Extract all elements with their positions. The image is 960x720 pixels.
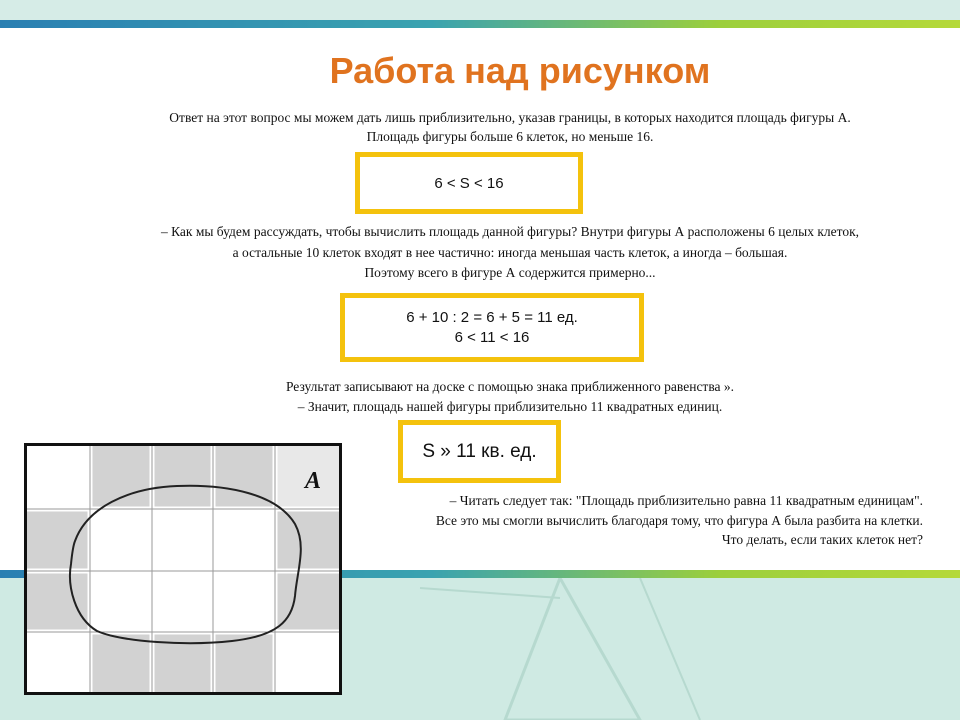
calculation-box (340, 293, 644, 362)
approximation-box (398, 420, 561, 483)
para4-line1: – Читать следует так: "Площадь приблизительно равна 11 квадратным единицам". (449, 493, 923, 508)
para2-line2: а остальные 10 клеток входят в нее частично: иногда меньшая часть клеток, а иногда – большая. (232, 245, 788, 260)
para1-line1: Ответ на этот вопрос мы можем дать лишь приблизительно, указав границы, в которых находится площадь фигуры А. (169, 110, 851, 125)
para4-line3: Что делать, если таких клеток нет? (721, 532, 923, 547)
para2-line1: – Как мы будем рассуждать, чтобы вычислить площадь данной фигуры? Внутри фигуры А расположены 6 целых клеток, (160, 224, 860, 239)
grid-figure (24, 443, 342, 695)
figure-label: A (305, 468, 322, 494)
para1-line2: Площадь фигуры больше 6 клеток, но меньше 16. (366, 129, 654, 144)
top-stripe (0, 20, 960, 28)
grid-svg (27, 446, 339, 692)
slide-title: Работа над рисунком (329, 50, 711, 91)
calculation-line1: 6 + 10 : 2 = 6 + 5 = 11 ед. (406, 308, 578, 326)
approximation-text: S » 11 кв. ед. (422, 440, 537, 462)
para4-line2: Все это мы смогли вычислить благодаря тому, что фигура А была разбита на клетки. (435, 513, 923, 528)
inequality-text: 6 < S < 16 (434, 174, 504, 192)
inequality-box (355, 152, 583, 214)
para3-line2: – Значит, площадь нашей фигуры приблизительно 11 квадратных единиц. (297, 399, 723, 414)
calculation-line2: 6 < 11 < 16 (454, 328, 530, 346)
para2-line3: Поэтому всего в фигуре А содержится примерно... (364, 265, 656, 280)
para3-line1: Результат записывают на доске с помощью знака приближенного равенства ». (285, 379, 735, 394)
